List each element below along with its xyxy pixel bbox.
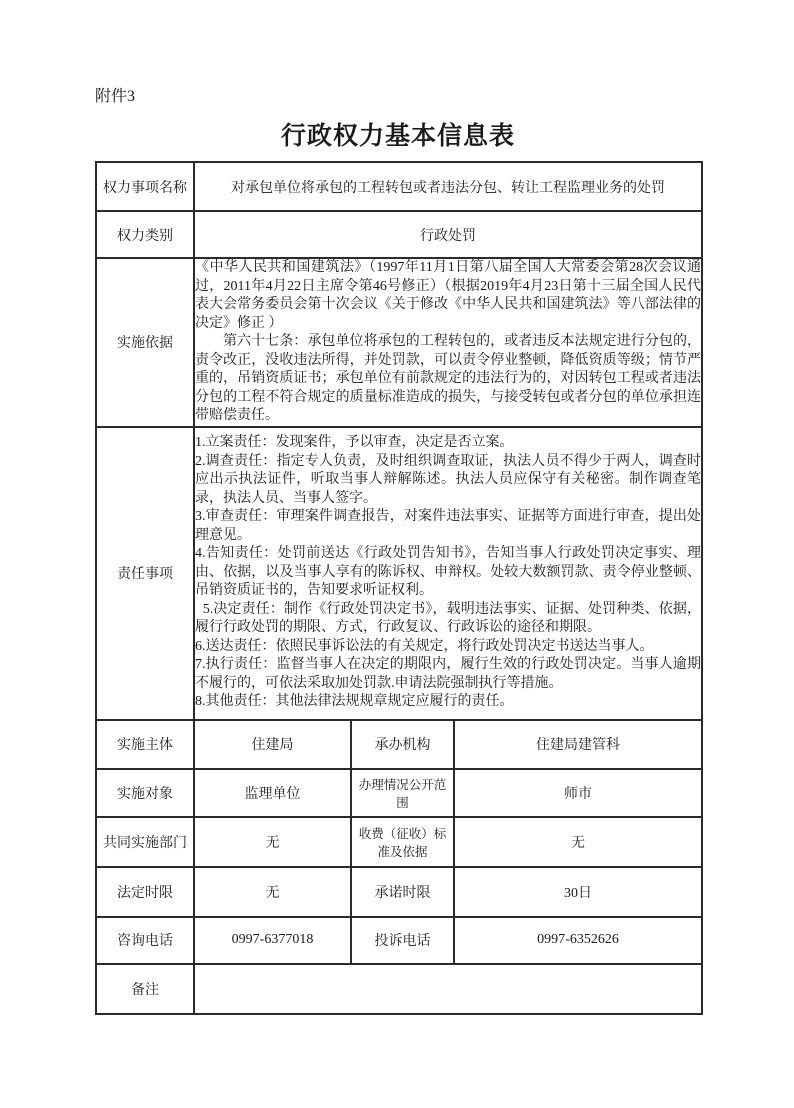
power-type-label: 权力类别 xyxy=(96,211,194,258)
target-value: 监理单位 xyxy=(194,769,351,817)
legal-basis-value xyxy=(194,258,702,427)
remarks-value xyxy=(194,964,702,1014)
statutory-limit-value: 无 xyxy=(194,867,351,917)
statutory-limit-label: 法定时限 xyxy=(96,867,194,917)
duty-item: 6.送达责任：依照民事诉讼法的有关规定，将行政处罚决定书送达当事人。 xyxy=(195,638,654,654)
legal-basis-paragraph: 《中华人民共和国建筑法》（1997年11月1日第八届全国人大常委会第28次会议通过，2011年4月22日主席令第46号修正）（根据2019年4月23日第十三届全国人民代表大会常务委员会第十次会议《关于修改《中华人民共和国建筑法》等八部法律的决定》修正 ） xyxy=(195,260,702,331)
handling-org-value: 住建局建管科 xyxy=(454,720,702,769)
row-duties xyxy=(96,427,702,720)
joint-dept-value: 无 xyxy=(194,817,351,867)
remarks-label: 备注 xyxy=(96,964,194,1014)
duty-item: 7.执行责任：监督当事人在决定的期限内，履行生效的行政处罚决定。当事人逾期不履行的，可依法采取加处罚款.申请法院强制执行等措施。 xyxy=(195,657,702,691)
complaint-phone-value: 0997-6352626 xyxy=(454,917,702,964)
power-name-value: 对承包单位将承包的工程转包或者违法分包、转让工程监理业务的处罚 xyxy=(194,162,702,211)
inquiry-phone-value: 0997-6377018 xyxy=(194,917,351,964)
duty-item: 1.立案责任：发现案件，予以审查，决定是否立案。 xyxy=(195,435,514,451)
handling-org-label: 承办机构 xyxy=(351,720,454,769)
duties-value xyxy=(194,427,702,720)
row-joint xyxy=(96,817,702,867)
promised-limit-value: 30日 xyxy=(454,867,702,917)
info-table xyxy=(95,161,703,1015)
implementer-label: 实施主体 xyxy=(96,720,194,769)
power-type-value: 行政处罚 xyxy=(194,211,702,258)
row-implementer xyxy=(96,720,702,769)
duty-item: 5.决定责任：制作《行政处罚决定书》，载明违法事实、证据、处罚种类、依据，履行行政处罚的期限、方式，行政复议、行政诉讼的途径和期限。 xyxy=(195,601,702,636)
document-page xyxy=(0,86,794,1108)
target-label: 实施对象 xyxy=(96,769,194,817)
inquiry-phone-label: 咨询电话 xyxy=(96,917,194,964)
joint-dept-label: 共同实施部门 xyxy=(96,817,194,867)
complaint-phone-label: 投诉电话 xyxy=(351,917,454,964)
row-power-name xyxy=(96,162,702,211)
page-title: 行政权力基本信息表 xyxy=(280,123,515,150)
row-legal-basis xyxy=(96,258,702,427)
promised-limit-label: 承诺时限 xyxy=(351,867,454,917)
duty-item: 2.调查责任：指定专人负责，及时组织调查取证，执法人员不得少于两人，调查时应出示执法证件，听取当事人辩解陈述。执法人员应保守有关秘密。制作调查笔录，执法人员、当事人签字。 xyxy=(195,453,702,506)
duty-item: 4.告知责任：处罚前送达《行政处罚告知书》，告知当事人行政处罚决定事实、理由、依据，以及当事人享有的陈诉权、申辩权。处较大数额罚款、责令停业整顿、吊销资质证书的，告知要求听证权利。 xyxy=(195,546,702,599)
row-time-limit xyxy=(96,867,702,917)
legal-basis-label: 实施依据 xyxy=(96,258,194,427)
power-name-label: 权力事项名称 xyxy=(96,162,194,211)
duties-label: 责任事项 xyxy=(96,427,194,720)
row-remarks xyxy=(96,964,702,1014)
fee-standard-value: 无 xyxy=(454,817,702,867)
implementer-value: 住建局 xyxy=(194,720,351,769)
disclosure-scope-label: 办理情况公开范围 xyxy=(351,769,454,817)
row-power-type xyxy=(96,211,702,258)
duty-item: 3.审查责任：审理案件调查报告，对案件违法事实、证据等方面进行审查，提出处理意见。 xyxy=(195,509,702,543)
disclosure-scope-value: 师市 xyxy=(454,769,702,817)
fee-standard-label: 收费（征收）标准及依据 xyxy=(351,817,454,867)
legal-basis-paragraph: 第六十七条：承包单位将承包的工程转包的，或者违反本法规定进行分包的，责令改正，没收违法所得，并处罚款，可以责令停业整顿，降低资质等级；情节严重的，吊销资质证书；承包单位有前款规定的违法行为的，对因转包工程或者违法分包的工程不符合规定的质量标准造成的损失，与接受转包或者分包的单位承担连带赔偿责任。 xyxy=(195,334,702,423)
row-target xyxy=(96,769,702,817)
attachment-label: 附件3 xyxy=(95,88,136,105)
duty-item: 8.其他责任：其他法律法规规章规定应履行的责任。 xyxy=(195,694,514,710)
row-phones xyxy=(96,917,702,964)
